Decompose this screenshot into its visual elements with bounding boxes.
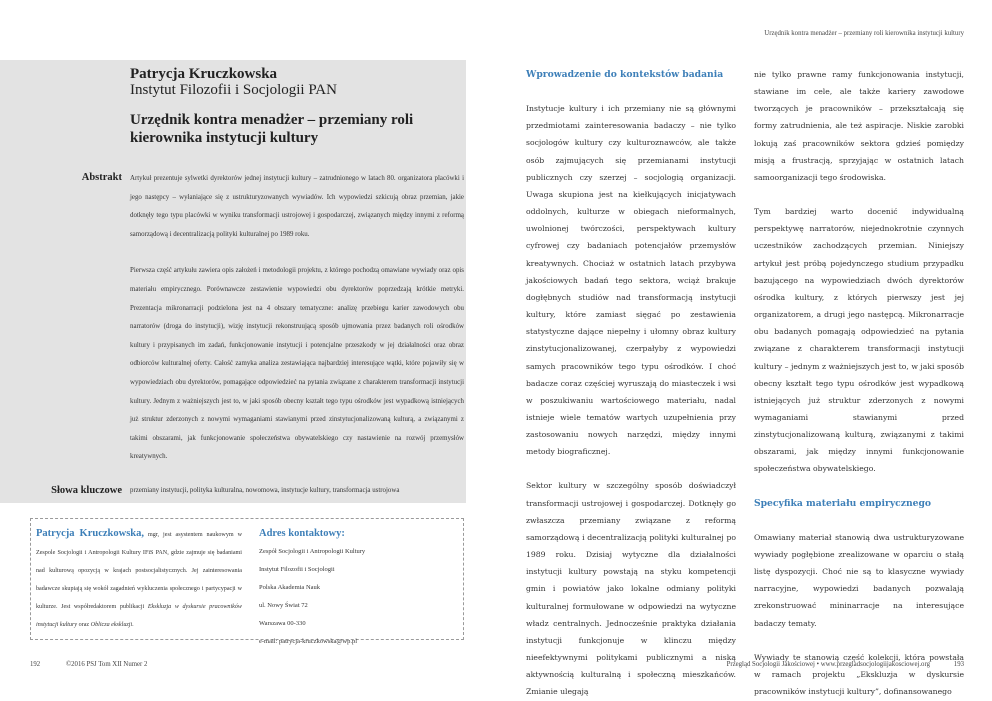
bio-publication-2: Oblicza ekskluzji bbox=[90, 622, 133, 629]
paragraph: nie tylko prawne ramy funkcjonowania instytucji, stawiane im cele, ale także kariery zawodowe tworzących je pracowników – przekształcają się formy zatrudnienia, ale też aspiracje. Niskie zarobki lokują zaś pracowników sektora gdzieś pomiędzy misją a frustracją, sprzyjając w ostatnich latach samoorganizacji tego środowiska. bbox=[754, 70, 964, 182]
paragraph: Tym bardziej warto docenić indywidualną perspektywę narratorów, niejednokrotnie czynnych uczestników zachodzących przemian. Niniejszy artykuł jest próbą pojedynczego studium przypadku bazującego na wypowiedziach dwóch dyrektorów ośrodka kultury, z których pierwszy jest jej organizatorem, a drugi jego następcą. Mikronarracje obu badanych pomagają odpowiedzieć na pytania związane z charakterem transformacji instytucji kultury – jednym z ważniejszych jest to, w jaki sposób obecny kształt tego typu ośrodków jest wypadkową istniejących już struktur zderzonych z nowymi wymaganiami stawianymi przed zinstytucjonalizowaną kulturą, związanymi z takimi obszarami, jak między innymi funkcjonowanie społeczeństwa obywatelskiego. bbox=[754, 207, 964, 474]
contact-line: ul. Nowy Świat 72 bbox=[259, 602, 308, 610]
bio-publication-1: Ekskluzja w dyskursie pracowników instytucji kultury bbox=[36, 604, 242, 629]
bio-text: mgr, jest asystentem naukowym w Zespole Socjologii i Antropologii Kultury IFiS PAN, gdzie zajmuje się badaniami nad kulturową opozycją w krajach postsocjalistycznych. Jej zainteresowania badawcze skupiają się wokół zagadnień wykluczenia społecznego i partycypacji w kulturze. Jest współredaktorem publikacji bbox=[36, 532, 242, 611]
article-title: Urzędnik kontra menadżer – przemiany roli kierownika instytucji kultury bbox=[130, 112, 414, 146]
abstract-label: Abstrakt bbox=[81, 172, 122, 183]
abstract bbox=[130, 170, 464, 485]
text-column-1 bbox=[526, 66, 736, 700]
paragraph: Instytucje kultury i ich przemiany nie są głównymi przedmiotami zainteresowania badaczy – nie tylko socjologów kultury czy kulturoznawców, ale także osób zajmujących się przemianami instytucji publicznych czy szerzej – socjologią organizacji. Uwaga skupiona jest na kiełkujących inicjatywach oddolnych, kulturze w obiegach nieformalnych, uwolnionej twórczości, perspektywach kultury cyfrowej czy badaniach potencjałów przemysłów kreatywnych. Chociaż w ostatnich latach przybywa jakościowych badań tego sektora, wciąż brakuje dogłębnych studiów nad transformacją instytucji kultury, które zamiast sięgać po zestawienia statystyczne dające niepełny i ułomny obraz kultury zinstytucjonalizowanej, czerpałyby z wypowiedzi samych pracowników tego typu ośrodków. I choć badacze coraz częściej wyruszają do miasteczek i wsi w poszukiwaniu wartościowego materiału, nadal istnieje wiele tematów wartych uzupełnienia przy zastosowaniu nowych narzędzi, między innymi metody biograficznej. bbox=[526, 104, 736, 457]
section-heading-introduction: Wprowadzenie do kontekstów badania bbox=[526, 69, 724, 80]
abstract-paragraph-1: Artykuł prezentuje sylwetki dyrektorów jednej instytucji kultury – zatrudnionego w latach 80. organizatora placówki i jego następcy – wyłaniające się z ustrukturyzowanych wywiadów. Ich wypowiedzi szkicują obraz przemian, jakie dotknęły tego typu placówki w wyniku transformacji ustrojowej i gospodarczej, związanych między innymi z reformą samorządową i decentralizacją polityki kulturalnej po 1989 roku. bbox=[130, 175, 464, 238]
bio-end: . bbox=[132, 622, 134, 629]
paragraph: Omawiany materiał stanowią dwa ustrukturyzowane wywiady pogłębione zrealizowane w oparciu o stałą listę dyspozycji. Choć nie są to klasyczne wywiady narracyjne, wypowiedzi badanych pozwalają zrekonstruować mininarracje na interesujące badaczy tematy. bbox=[754, 532, 964, 628]
page-number-left: 192 bbox=[30, 661, 41, 668]
bio-conjunction: oraz bbox=[77, 622, 91, 629]
abstract-paragraph-2: Pierwsza część artykułu zawiera opis założeń i metodologii projektu, z którego pochodzą omawiane wywiady oraz opis materiału empirycznego. Porównawcze zestawienie wypowiedzi obu dyrektorów poprzedzają krótkie metryki. Prezentacja mikronarracji podzielona jest na 4 obszary tematyczne: analizę przebiegu karier zawodowych obu narratorów (droga do instytucji), wizję instytucji rekonstruującą sposób ujmowania przez badanych roli ośrodków kultury i przypisanych im zadań, funkcjonowanie instytucji i potencjalne przeszkody w jej działalności oraz obraz odbiorców kulturalnej oferty. Całość zamyka analiza zestawiająca najbardziej interesujące wątki, które pojawiły się w wypowiedziach obu dyrektorów, pomagające odpowiedzieć na pytania związane z charakterem transformacji instytucji kultury. Jednym z ważniejszych jest to, w jaki sposób obecny kształt tego typu ośrodków jest wypadkową istniejących już struktur zderzonych z nowymi wymaganiami stawianymi przed zinstytucjonalizowaną kulturą, a związanymi z takimi obszarami, jak funkcjonowanie społeczeństwa obywatelskiego czy nastawienie na rozwój przemysłów kreatywnych. bbox=[130, 267, 464, 461]
contact-email[interactable]: e-mail: patrycja-kruczkowska@wp.pl bbox=[259, 638, 358, 646]
contact-line: Instytut Filozofii i Socjologii bbox=[259, 566, 335, 574]
contact-line: Polska Akademia Nauk bbox=[259, 584, 321, 592]
keywords-label: Słowa kluczowe bbox=[51, 485, 122, 496]
author-affiliation: Instytut Filozofii i Socjologii PAN bbox=[130, 82, 337, 98]
running-head: Urzędnik kontra menadżer – przemiany roli kierownika instytucji kultury bbox=[764, 30, 964, 37]
author-bio bbox=[36, 525, 242, 635]
author-name: Patrycja Kruczkowska bbox=[130, 66, 278, 82]
keywords-text: przemiany instytucji, polityka kulturalna, nowomowa, instytucje kultury, transformacja ustrojowa bbox=[130, 487, 400, 494]
contact-line: Zespół Socjologii i Antropologii Kultury bbox=[259, 548, 366, 555]
journal-footer-left: ©2016 PSJ Tom XII Numer 2 bbox=[66, 661, 148, 668]
section-heading-empirical-material: Specyfika materiału empirycznego bbox=[754, 497, 932, 509]
bio-author-name: Patrycja Kruczkowska, bbox=[36, 528, 145, 539]
right-page bbox=[496, 0, 992, 701]
journal-footer-right: Przegląd Socjologii Jakościowej • www.przegladsocjologiijakosciowej.org bbox=[726, 661, 930, 668]
paragraph: Sektor kultury w szczególny sposób doświadczył transformacji ustrojowej i gospodarczej. Dotknęły go zwłaszcza przemiany związane z reformą samorządową i decentralizacją polityki kulturalnej po 1989 roku. Dzisiaj wytyczne dla działalności instytucji kultury powstają na styku kompetencji gmin i powiatów jako lokalne odmiany polityki kulturalnej formułowane w odpowiedzi na wytyczne władz centralnych. Jednocześnie praktyka działania instytucji funkcjonuje w klinczu między nieefektywnymi politykami publicznymi a niską aktywnością kulturalną i społeczną mieszkańców. Zmianie ulegają bbox=[526, 481, 736, 697]
contact-heading: Adres kontaktowy: bbox=[259, 528, 345, 539]
text-column-2 bbox=[754, 66, 964, 700]
contact-line: Warszawa 00-330 bbox=[259, 620, 306, 628]
page-number-right: 193 bbox=[953, 661, 964, 668]
contact-address bbox=[259, 525, 459, 652]
paragraph: Wywiady te stanowią część kolekcji, która powstała w ramach projektu „Ekskluzja w dyskursie pracowników instytucji kultury”, dofinansowanego bbox=[754, 652, 964, 696]
author-info-box bbox=[30, 518, 464, 646]
